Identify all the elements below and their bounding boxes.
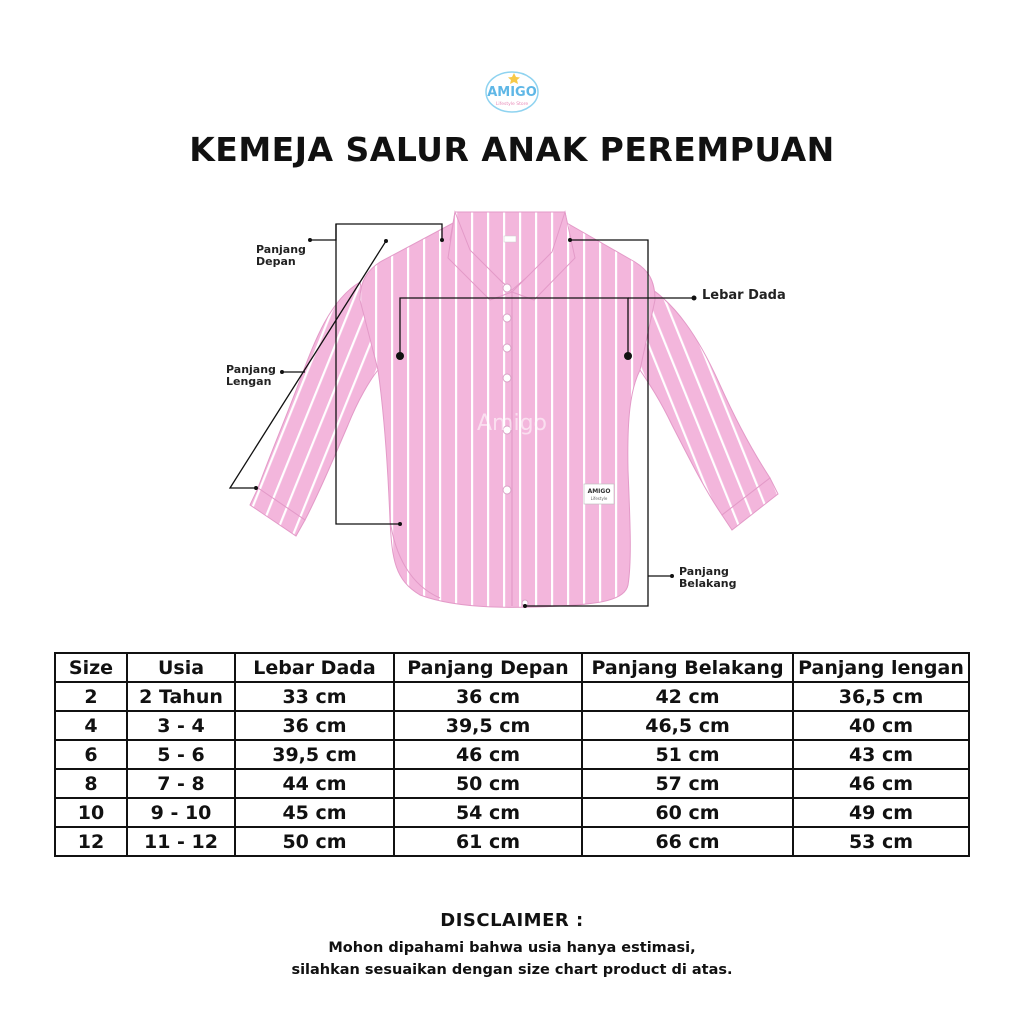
cell-panjang-lengan: 40 cm	[793, 711, 969, 740]
shirt-label-patch	[584, 484, 614, 504]
cell-panjang-belakang: 46,5 cm	[582, 711, 793, 740]
left-sleeve	[258, 282, 378, 520]
cell-panjang-lengan: 36,5 cm	[793, 682, 969, 711]
cell-size: 8	[55, 769, 127, 798]
shirt-diagram	[0, 200, 1024, 640]
cell-panjang-depan: 39,5 cm	[394, 711, 582, 740]
patch-sub: Lifestyle	[590, 496, 608, 501]
cell-lebar-dada: 45 cm	[235, 798, 394, 827]
cell-lebar-dada: 44 cm	[235, 769, 394, 798]
cell-panjang-belakang: 51 cm	[582, 740, 793, 769]
cell-panjang-lengan: 46 cm	[793, 769, 969, 798]
table-row	[55, 711, 969, 740]
cell-panjang-lengan: 43 cm	[793, 740, 969, 769]
cell-panjang-lengan: 49 cm	[793, 798, 969, 827]
table-row	[55, 740, 969, 769]
col-usia-header: Usia	[127, 653, 235, 682]
cell-usia: 7 - 8	[127, 769, 235, 798]
cell-usia: 3 - 4	[127, 711, 235, 740]
cell-size: 12	[55, 827, 127, 856]
cell-lebar-dada: 39,5 cm	[235, 740, 394, 769]
cell-panjang-depan: 36 cm	[394, 682, 582, 711]
label-panjang-depan: Panjang Depan	[256, 243, 306, 268]
table-header-row	[55, 653, 969, 682]
patch-brand: AMIGO	[587, 488, 611, 495]
cell-panjang-belakang: 42 cm	[582, 682, 793, 711]
cell-size: 10	[55, 798, 127, 827]
disclaimer-line-2: silahkan sesuaikan dengan size chart product di atas.	[291, 962, 733, 978]
cell-usia: 2 Tahun	[127, 682, 235, 711]
cell-panjang-belakang: 66 cm	[582, 827, 793, 856]
logo-tagline-text: Lifestyle Store	[495, 102, 529, 107]
label-panjang-belakang: Panjang Belakang	[679, 565, 737, 590]
cell-panjang-depan: 61 cm	[394, 827, 582, 856]
cell-usia: 9 - 10	[127, 798, 235, 827]
cell-lebar-dada: 50 cm	[235, 827, 394, 856]
table-row	[55, 769, 969, 798]
cell-panjang-belakang: 60 cm	[582, 798, 793, 827]
cell-lebar-dada: 33 cm	[235, 682, 394, 711]
disclaimer-title: DISCLAIMER :	[440, 910, 584, 931]
label-lebar-dada: Lebar Dada	[702, 288, 786, 303]
cell-size: 4	[55, 711, 127, 740]
cell-panjang-belakang: 57 cm	[582, 769, 793, 798]
col-lebar-dada-header: Lebar Dada	[235, 653, 394, 682]
disclaimer-line-1: Mohon dipahami bahwa usia hanya estimasi,	[328, 940, 696, 956]
cell-size: 6	[55, 740, 127, 769]
cell-usia: 11 - 12	[127, 827, 235, 856]
label-panjang-lengan: Panjang Lengan	[226, 363, 276, 388]
col-panjang-depan-header: Panjang Depan	[394, 653, 582, 682]
page-title: KEMEJA SALUR ANAK PEREMPUAN	[189, 130, 835, 169]
cell-panjang-lengan: 53 cm	[793, 827, 969, 856]
size-chart-table	[54, 652, 970, 857]
right-sleeve	[640, 282, 770, 515]
cell-panjang-depan: 50 cm	[394, 769, 582, 798]
col-panjang-belakang-header: Panjang Belakang	[582, 653, 793, 682]
table-row	[55, 798, 969, 827]
cell-panjang-depan: 54 cm	[394, 798, 582, 827]
watermark-text: Amigo	[476, 411, 548, 436]
brand-logo	[484, 70, 540, 114]
cell-usia: 5 - 6	[127, 740, 235, 769]
col-panjang-lengan-header: Panjang lengan	[793, 653, 969, 682]
logo-brand-text: AMIGO	[487, 85, 537, 100]
shirt-illustration	[0, 200, 1024, 640]
table-row	[55, 682, 969, 711]
cell-panjang-depan: 46 cm	[394, 740, 582, 769]
cell-size: 2	[55, 682, 127, 711]
cell-lebar-dada: 36 cm	[235, 711, 394, 740]
table-row	[55, 827, 969, 856]
col-size-header: Size	[55, 653, 127, 682]
